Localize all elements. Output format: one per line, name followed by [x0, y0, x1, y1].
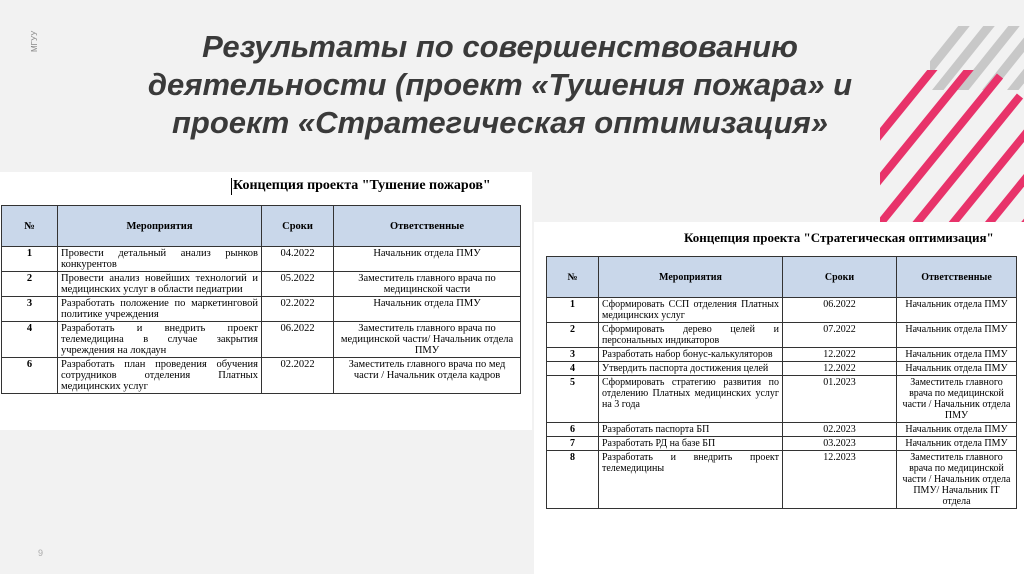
row-activity: Разработать план проведения обучения сотрудников отделения Платных медицинских услуг: [58, 358, 262, 394]
row-activity: Разработать положение по маркетинговой политике учреждения: [58, 297, 262, 322]
table-row: [2, 297, 521, 322]
text-cursor: [231, 178, 232, 195]
row-activity: Сформировать стратегию развития по отделению Платных медицинских услуг на 3 года: [599, 376, 783, 423]
row-responsible: Начальник отдела ПМУ: [334, 297, 521, 322]
row-responsible: Заместитель главного врача по мед части / Начальник отдела кадров: [334, 358, 521, 394]
row-number: 5: [547, 376, 599, 423]
row-activity: Утвердить паспорта достижения целей: [599, 362, 783, 376]
col-activity: Мероприятия: [58, 206, 262, 247]
row-activity: Разработать РД на базе БП: [599, 437, 783, 451]
row-date: 04.2022: [262, 247, 334, 272]
row-number: 3: [547, 348, 599, 362]
doc-strategic-optimization: [534, 222, 1024, 574]
row-responsible: Заместитель главного врача по медицинской части / Начальник отдела ПМУ: [897, 376, 1017, 423]
col-activity: Мероприятия: [599, 257, 783, 298]
row-date: 07.2022: [783, 323, 897, 348]
row-number: 6: [547, 423, 599, 437]
row-number: 8: [547, 451, 599, 509]
row-number: 4: [547, 362, 599, 376]
row-responsible: Начальник отдела ПМУ: [897, 437, 1017, 451]
row-date: 05.2022: [262, 272, 334, 297]
row-date: 01.2023: [783, 376, 897, 423]
page-number: 9: [38, 548, 44, 558]
col-number: №: [547, 257, 599, 298]
table-row: [547, 423, 1017, 437]
row-activity: Сформировать дерево целей и персональных индикаторов: [599, 323, 783, 348]
row-date: 12.2022: [783, 348, 897, 362]
row-number: 1: [2, 247, 58, 272]
table-row: [547, 451, 1017, 509]
row-activity: Сформировать ССП отделения Платных медицинских услуг: [599, 298, 783, 323]
table-row: [2, 272, 521, 297]
row-date: 02.2022: [262, 297, 334, 322]
row-date: 06.2022: [262, 322, 334, 358]
slide-title: Результаты по совершенствованию деятельности (проект «Тушения пожара» и проект «Стратегическая оптимизация»: [147, 29, 853, 140]
row-responsible: Заместитель главного врача по медицинской части: [334, 272, 521, 297]
table-header-row: [2, 206, 521, 247]
row-number: 4: [2, 322, 58, 358]
row-responsible: Начальник отдела ПМУ: [897, 323, 1017, 348]
doc1-heading: Концепция проекта "Тушение пожаров": [233, 178, 491, 193]
row-activity: Разработать набор бонус-калькуляторов: [599, 348, 783, 362]
stripe-decoration: [880, 26, 1024, 224]
row-number: 1: [547, 298, 599, 323]
table-row: [547, 376, 1017, 423]
row-date: 12.2023: [783, 451, 897, 509]
row-number: 7: [547, 437, 599, 451]
col-deadline: Сроки: [783, 257, 897, 298]
row-number: 6: [2, 358, 58, 394]
row-responsible: Заместитель главного врача по медицинской части / Начальник отдела ПМУ/ Начальник IT отдела: [897, 451, 1017, 509]
row-date: 02.2022: [262, 358, 334, 394]
row-number: 2: [547, 323, 599, 348]
table-row: [547, 362, 1017, 376]
row-number: 3: [2, 297, 58, 322]
col-responsible: Ответственные: [334, 206, 521, 247]
row-date: 12.2022: [783, 362, 897, 376]
row-number: 2: [2, 272, 58, 297]
table-row: [547, 348, 1017, 362]
table-row: [547, 298, 1017, 323]
col-deadline: Сроки: [262, 206, 334, 247]
row-activity: Провести анализ новейших технологий и медицинских услуг в области педиатрии: [58, 272, 262, 297]
col-responsible: Ответственные: [897, 257, 1017, 298]
side-label: МГУУ: [30, 30, 39, 52]
row-activity: Провести детальный анализ рынков конкурентов: [58, 247, 262, 272]
table-row: [547, 323, 1017, 348]
row-date: 02.2023: [783, 423, 897, 437]
row-responsible: Заместитель главного врача по медицинской части/ Начальник отдела ПМУ: [334, 322, 521, 358]
row-responsible: Начальник отдела ПМУ: [897, 298, 1017, 323]
row-responsible: Начальник отдела ПМУ: [334, 247, 521, 272]
row-activity: Разработать и внедрить проект телемедицины: [599, 451, 783, 509]
table-row: [2, 358, 521, 394]
row-activity: Разработать и внедрить проект телемедицина в случае закрытия учреждения на локдаун: [58, 322, 262, 358]
row-date: 06.2022: [783, 298, 897, 323]
table-row: [2, 247, 521, 272]
row-responsible: Начальник отдела ПМУ: [897, 348, 1017, 362]
row-activity: Разработать паспорта БП: [599, 423, 783, 437]
doc-fire-fighting: [0, 172, 532, 430]
row-responsible: Начальник отдела ПМУ: [897, 423, 1017, 437]
doc2-heading: Концепция проекта "Стратегическая оптимизация": [684, 230, 994, 245]
table-header-row: [547, 257, 1017, 298]
doc2-table: [546, 256, 1017, 509]
table-row: [547, 437, 1017, 451]
doc1-table: [1, 205, 521, 394]
col-number: №: [2, 206, 58, 247]
row-responsible: Начальник отдела ПМУ: [897, 362, 1017, 376]
row-date: 03.2023: [783, 437, 897, 451]
table-row: [2, 322, 521, 358]
